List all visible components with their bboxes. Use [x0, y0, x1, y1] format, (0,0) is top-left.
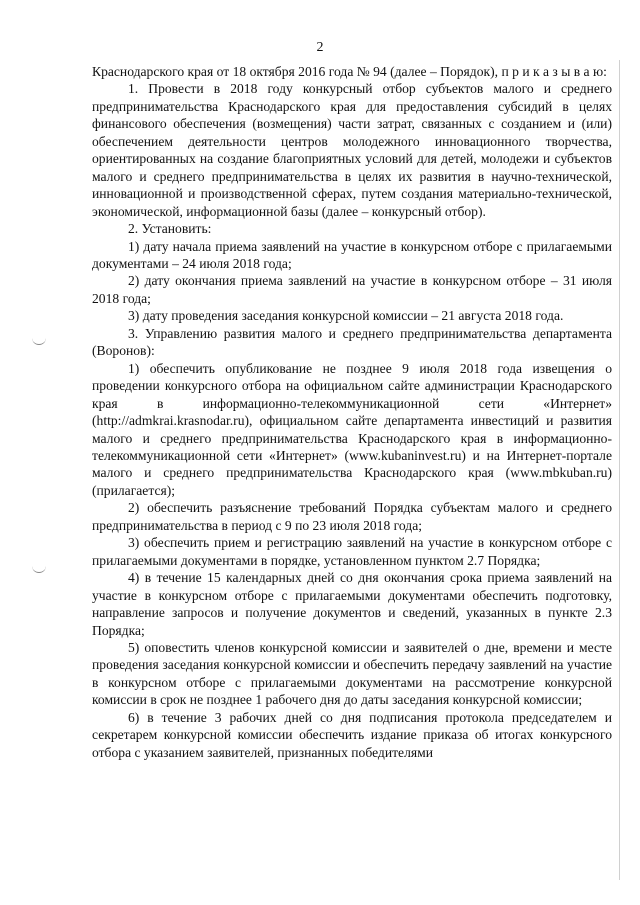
binding-hole-mark [32, 338, 46, 345]
paragraph-subitem: 4) в течение 15 календарных дней со дня окончания срока приема заявлений на участие в конкурсном отборе с прилагаемыми документами обеспечить подготовку, направление запросов и получение документов и сведений, указанных в пункте 2.3 Порядка; [92, 570, 612, 638]
paragraph-subitem: 2) дату окончания приема заявлений на участие в конкурсном отборе – 31 июля 2018 года; [92, 273, 612, 306]
paragraph-subitem: 3) дату проведения заседания конкурсной комиссии – 21 августа 2018 года. [128, 308, 564, 324]
paragraph-intro: Краснодарского края от 18 октября 2016 года № 94 (далее – Порядок), п р и к а з ы в а ю: [92, 64, 607, 79]
paragraph-subitem: 5) оповестить членов конкурсной комиссии и заявителей о дне, времени и месте проведения заседания конкурсной комиссии и обеспечить передачу заявлений на участие в конкурсном отборе с прилагаемыми документами на рассмотрение конкурсной комиссии в срок не позднее 1 рабочего дня до даты заседания конкурсной комиссии; [92, 639, 612, 708]
paragraph-subitem: 2) обеспечить разъяснение требований Порядка субъектам малого и среднего предпринимательства в период с 9 по 23 июля 2018 года; [92, 500, 612, 533]
document-body [92, 63, 612, 761]
paragraph-subitem: 1) обеспечить опубликование не позднее 9 июля 2018 года извещения о проведении конкурсного отбора на официальном сайте администрации Краснодарского края в информационно-телекоммуникационной сети «Интернет» (http://admkrai.krasnodar.ru), официальном сайте департамента инвестиций и развития малого и среднего предпринимательства Краснодарского края в информационно-телекоммуникационной сети «Интернет» (www.kubaninvest.ru) и на Интернет-портале малого и среднего предпринимательства Краснодарского края (www.mbkuban.ru) (прилагается); [92, 360, 612, 498]
paragraph-item-2: 2. Установить: [128, 221, 212, 237]
page-number: 2 [316, 40, 324, 55]
paragraph-subitem: 6) в течение 3 рабочих дней со дня подписания протокола председателем и секретарем конкурсной комиссии обеспечить издание приказа об итогах конкурсного отбора с указанием заявителей, признанных победителями [92, 709, 612, 760]
paragraph-subitem: 1) дату начала приема заявлений на участие в конкурсном отборе с прилагаемыми документами – 24 июля 2018 года; [92, 238, 612, 271]
scan-margin-line [619, 60, 620, 880]
binding-hole-mark [32, 566, 46, 573]
paragraph-item-1: 1. Провести в 2018 году конкурсный отбор субъектов малого и среднего предпринимательства Краснодарского края для предоставления субсидий в целях финансового обеспечения (возмещения) части затрат, связанных с созданием и (или) обеспечением деятельности центров молодежного инновационного творчества, ориентированных на создание благоприятных условий для детей, молодежи и субъектов малого и среднего предпринимательства в целях их развития в научно-технической, инновационной и производственной сферах, путем создания материально-технической, экономической, информационной базы (далее – конкурсный отбор). [92, 81, 612, 219]
paragraph-subitem: 3) обеспечить прием и регистрацию заявлений на участие в конкурсном отборе с прилагаемыми документами в порядке, установленном пунктом 2.7 Порядка; [92, 535, 612, 568]
paragraph-item-3: 3. Управлению развития малого и среднего предпринимательства департамента (Воронов): [92, 325, 612, 359]
